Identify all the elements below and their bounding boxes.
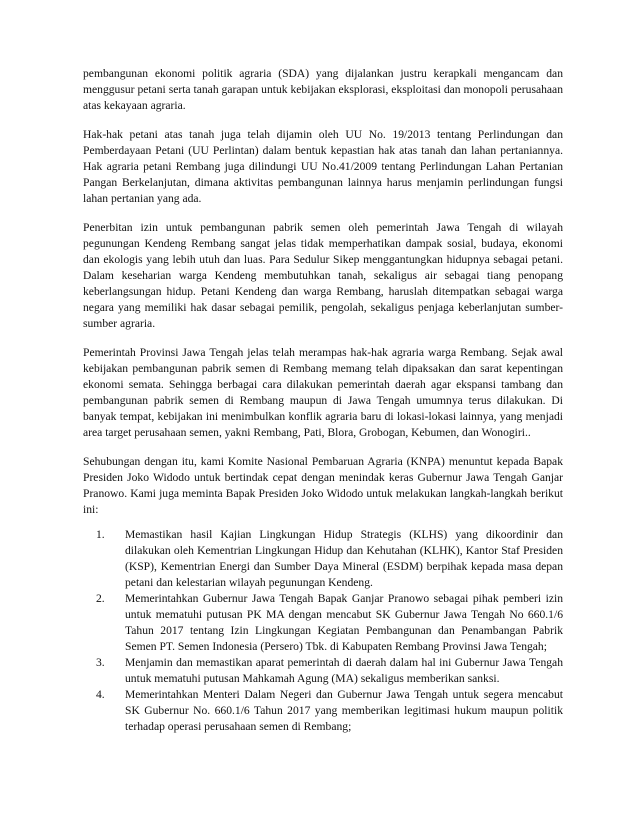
demands-list — [83, 527, 563, 735]
paragraph-farmer-rights-law: Hak-hak petani atas tanah juga telah dijamin oleh UU No. 19/2013 tentang Perlindungan dan Pemberdayaan Petani (UU Perlintan) dalam bentuk kepastian hak atas tanah dan lahan pertaniannya. Hak agraria petani Rembang juga dilindungi UU No.41/2009 tentang Perlindungan Lahan Pertanian Pangan Berkelanjutan, dimana aktivitas pembangunan lainnya harus menjamin perlindungan fungsi lahan pertanian yang ada. — [83, 128, 563, 205]
list-item-number: 1. — [96, 528, 105, 541]
list-item — [83, 687, 563, 735]
list-item-number: 4. — [96, 688, 105, 701]
list-item-text: Menjamin dan memastikan aparat pemerintah di daerah dalam hal ini Gubernur Jawa Tengah untuk mematuhi putusan Mahkamah Agung (MA) sekaligus memberikan sanksi. — [125, 656, 563, 685]
paragraph-economic-politics: pembangunan ekonomi politik agraria (SDA) yang dijalankan justru kerapkali mengancam dan menggusur petani serta tanah garapan untuk kebijakan eksplorasi, eksploitasi dan monopoli perusahaan atas kekayaan agraria. — [83, 67, 563, 112]
list-item-text: Memerintahkan Gubernur Jawa Tengah Bapak Ganjar Pranowo sebagai pihak pemberi izin untuk mematuhi putusan PK MA dengan mencabut SK Gubernur Jawa Tengah No 660.1/6 Tahun 2017 tentang Izin Lingkungan Kegiatan Pembangunan dan Penambangan Pabrik Semen PT. Semen Indonesia (Persero) Tbk. di Kabupaten Rembang Provinsi Jawa Tengah; — [125, 592, 563, 653]
paragraph-knpa-demand: Sehubungan dengan itu, kami Komite Nasional Pembaruan Agraria (KNPA) menuntut kepada Bapak Presiden Joko Widodo untuk bertindak cepat dengan menindak keras Gubernur Jawa Tengah Ganjar Pranowo. Kami juga meminta Bapak Presiden Joko Widodo untuk melakukan langkah-langkah berikut ini: — [83, 455, 563, 516]
list-item-text: Memastikan hasil Kajian Lingkungan Hidup Strategis (KLHS) yang dikoordinir dan dilakukan oleh Kementrian Lingkungan Hidup dan Kehutahan (KLHK), Kantor Staf Presiden (KSP), Kementrian Energi dan Sumber Daya Mineral (ESDM) berpihak kepada masa depan petani dan kelestarian wilayah pegunungan Kendeng. — [125, 528, 563, 589]
paragraph-provincial-government: Pemerintah Provinsi Jawa Tengah jelas telah merampas hak-hak agraria warga Rembang. Sejak awal kebijakan pembangunan pabrik semen di Rembang memang telah dipaksakan dan sarat kepentingan ekonomi semata. Sehingga berbagai cara dilakukan pemerintah daerah agar ekspansi tambang dan pembangunan pabrik semen di Rembang maupun di Jawa Tengah umumnya terus dilakukan. Di banyak tempat, kebijakan ini menimbulkan konflik agraria baru di lokasi-lokasi lainnya, yang menjadi area target perusahaan semen, yakni Rembang, Pati, Blora, Grobogan, Kebumen, dan Wonogiri.. — [83, 346, 563, 439]
document-page — [83, 66, 563, 735]
list-item — [83, 655, 563, 687]
paragraph-cement-permit: Penerbitan izin untuk pembangunan pabrik semen oleh pemerintah Jawa Tengah di wilayah pegunungan Kendeng Rembang sangat jelas tidak memperhatikan dampak sosial, budaya, ekonomi dan ekologis yang lebih utuh dan luas. Para Sedulur Sikep menggantungkan hidupnya sebagai petani. Dalam keseharian warga Kendeng membutuhkan tanah, sekaligus air sebagai tiang penopang keberlangsungan hidup. Petani Kendeng dan warga Rembang, haruslah ditempatkan sebagai warga negara yang memiliki hak dasar sebagai pemilik, pengolah, sekaligus penjaga keberlanjutan sumber-sumber agraria. — [83, 221, 563, 330]
list-item — [83, 591, 563, 655]
list-item-number: 3. — [96, 656, 105, 669]
list-item-number: 2. — [96, 592, 105, 605]
list-item-text: Memerintahkan Menteri Dalam Negeri dan Gubernur Jawa Tengah untuk segera mencabut SK Gubernur No. 660.1/6 Tahun 2017 yang memberikan legitimasi hukum maupun politik terhadap operasi perusahaan semen di Rembang; — [125, 688, 563, 733]
list-item — [83, 527, 563, 591]
